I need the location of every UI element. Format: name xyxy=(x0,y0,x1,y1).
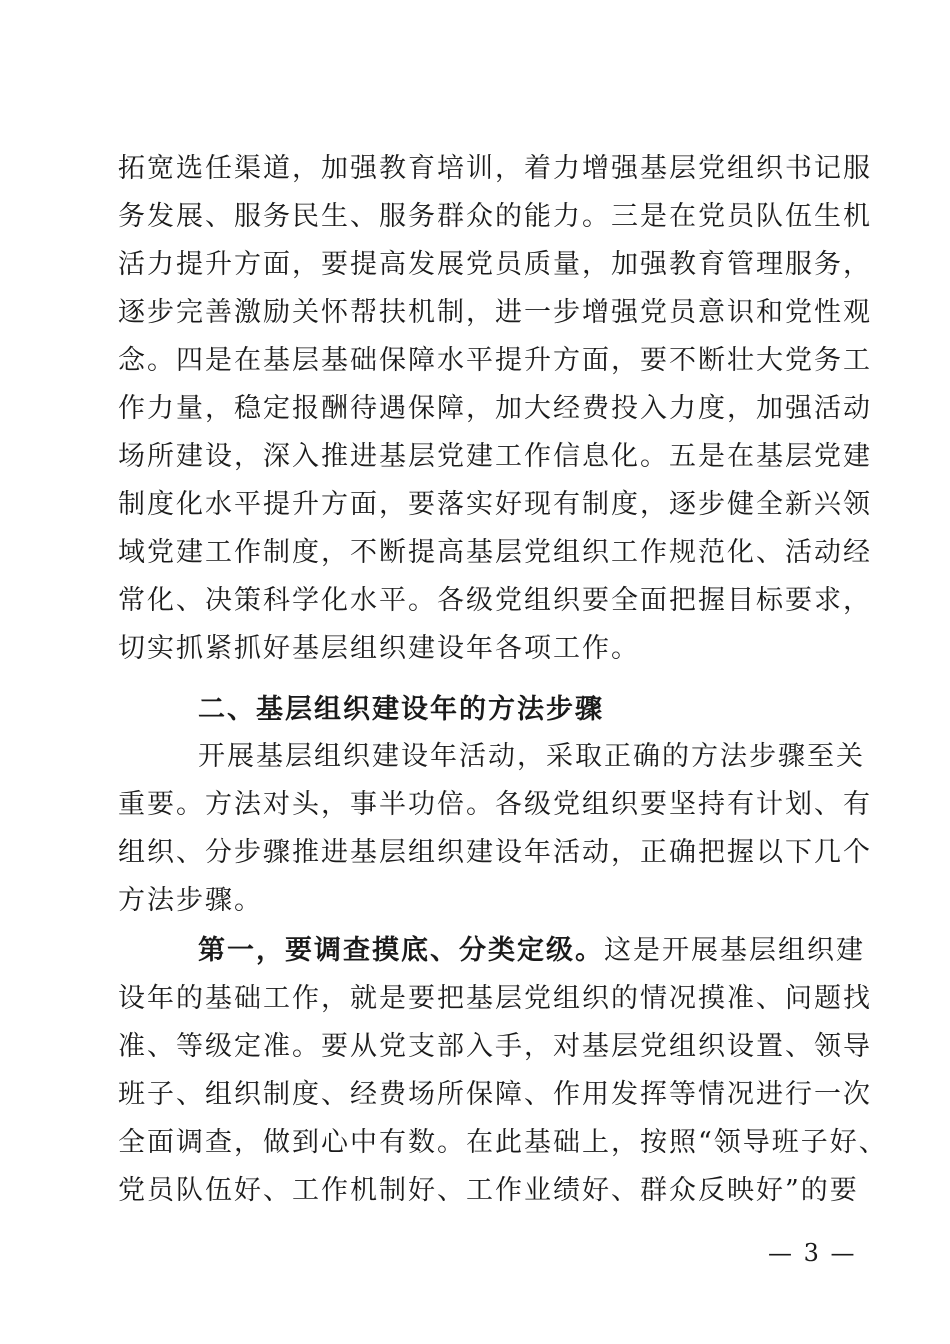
text-line: 方法步骤。 xyxy=(118,885,263,916)
step-one-lead: 第一，要调查摸底、分类定级。 xyxy=(198,935,604,966)
text-line: 全面调查，做到心中有数。在此基础上，按照“领导班子好、 xyxy=(118,1127,888,1158)
text-line: 党员队伍好、工作机制好、工作业绩好、群众反映好”的要 xyxy=(118,1175,859,1206)
step-one-first-line-rest: 这是开展基层组织建 xyxy=(604,935,865,966)
text-line: 活力提升方面，要提高发展党员质量，加强教育管理服务， xyxy=(118,249,872,280)
step-one-first-line xyxy=(198,933,865,969)
text-line: 班子、组织制度、经费场所保障、作用发挥等情况进行一次 xyxy=(118,1079,872,1110)
section-heading: 二、基层组织建设年的方法步骤 xyxy=(198,694,604,725)
text-line: 制度化水平提升方面，要落实好现有制度，逐步健全新兴领 xyxy=(118,489,872,520)
text-line: 念。四是在基层基础保障水平提升方面，要不断壮大党务工 xyxy=(118,345,872,376)
text-line: 务发展、服务民生、服务群众的能力。三是在党员队伍生机 xyxy=(118,201,872,232)
text-line: 作力量，稳定报酬待遇保障，加大经费投入力度，加强活动 xyxy=(118,393,872,424)
text-line: 开展基层组织建设年活动，采取正确的方法步骤至关 xyxy=(198,741,865,772)
text-line: 拓宽选任渠道，加强教育培训，着力增强基层党组织书记服 xyxy=(118,153,872,184)
page-number: — 3 — xyxy=(768,1239,857,1267)
text-line: 组织、分步骤推进基层组织建设年活动，正确把握以下几个 xyxy=(118,837,872,868)
text-line: 常化、决策科学化水平。各级党组织要全面把握目标要求， xyxy=(118,585,872,616)
text-line: 设年的基础工作，就是要把基层党组织的情况摸准、问题找 xyxy=(118,983,872,1014)
text-line: 域党建工作制度，不断提高基层党组织工作规范化、活动经 xyxy=(118,537,872,568)
text-line: 准、等级定准。要从党支部入手，对基层党组织设置、领导 xyxy=(118,1031,872,1062)
text-line: 切实抓紧抓好基层组织建设年各项工作。 xyxy=(118,633,640,664)
text-line: 重要。方法对头，事半功倍。各级党组织要坚持有计划、有 xyxy=(118,789,872,820)
text-line: 逐步完善激励关怀帮扶机制，进一步增强党员意识和党性观 xyxy=(118,297,872,328)
text-line: 场所建设，深入推进基层党建工作信息化。五是在基层党建 xyxy=(118,441,872,472)
